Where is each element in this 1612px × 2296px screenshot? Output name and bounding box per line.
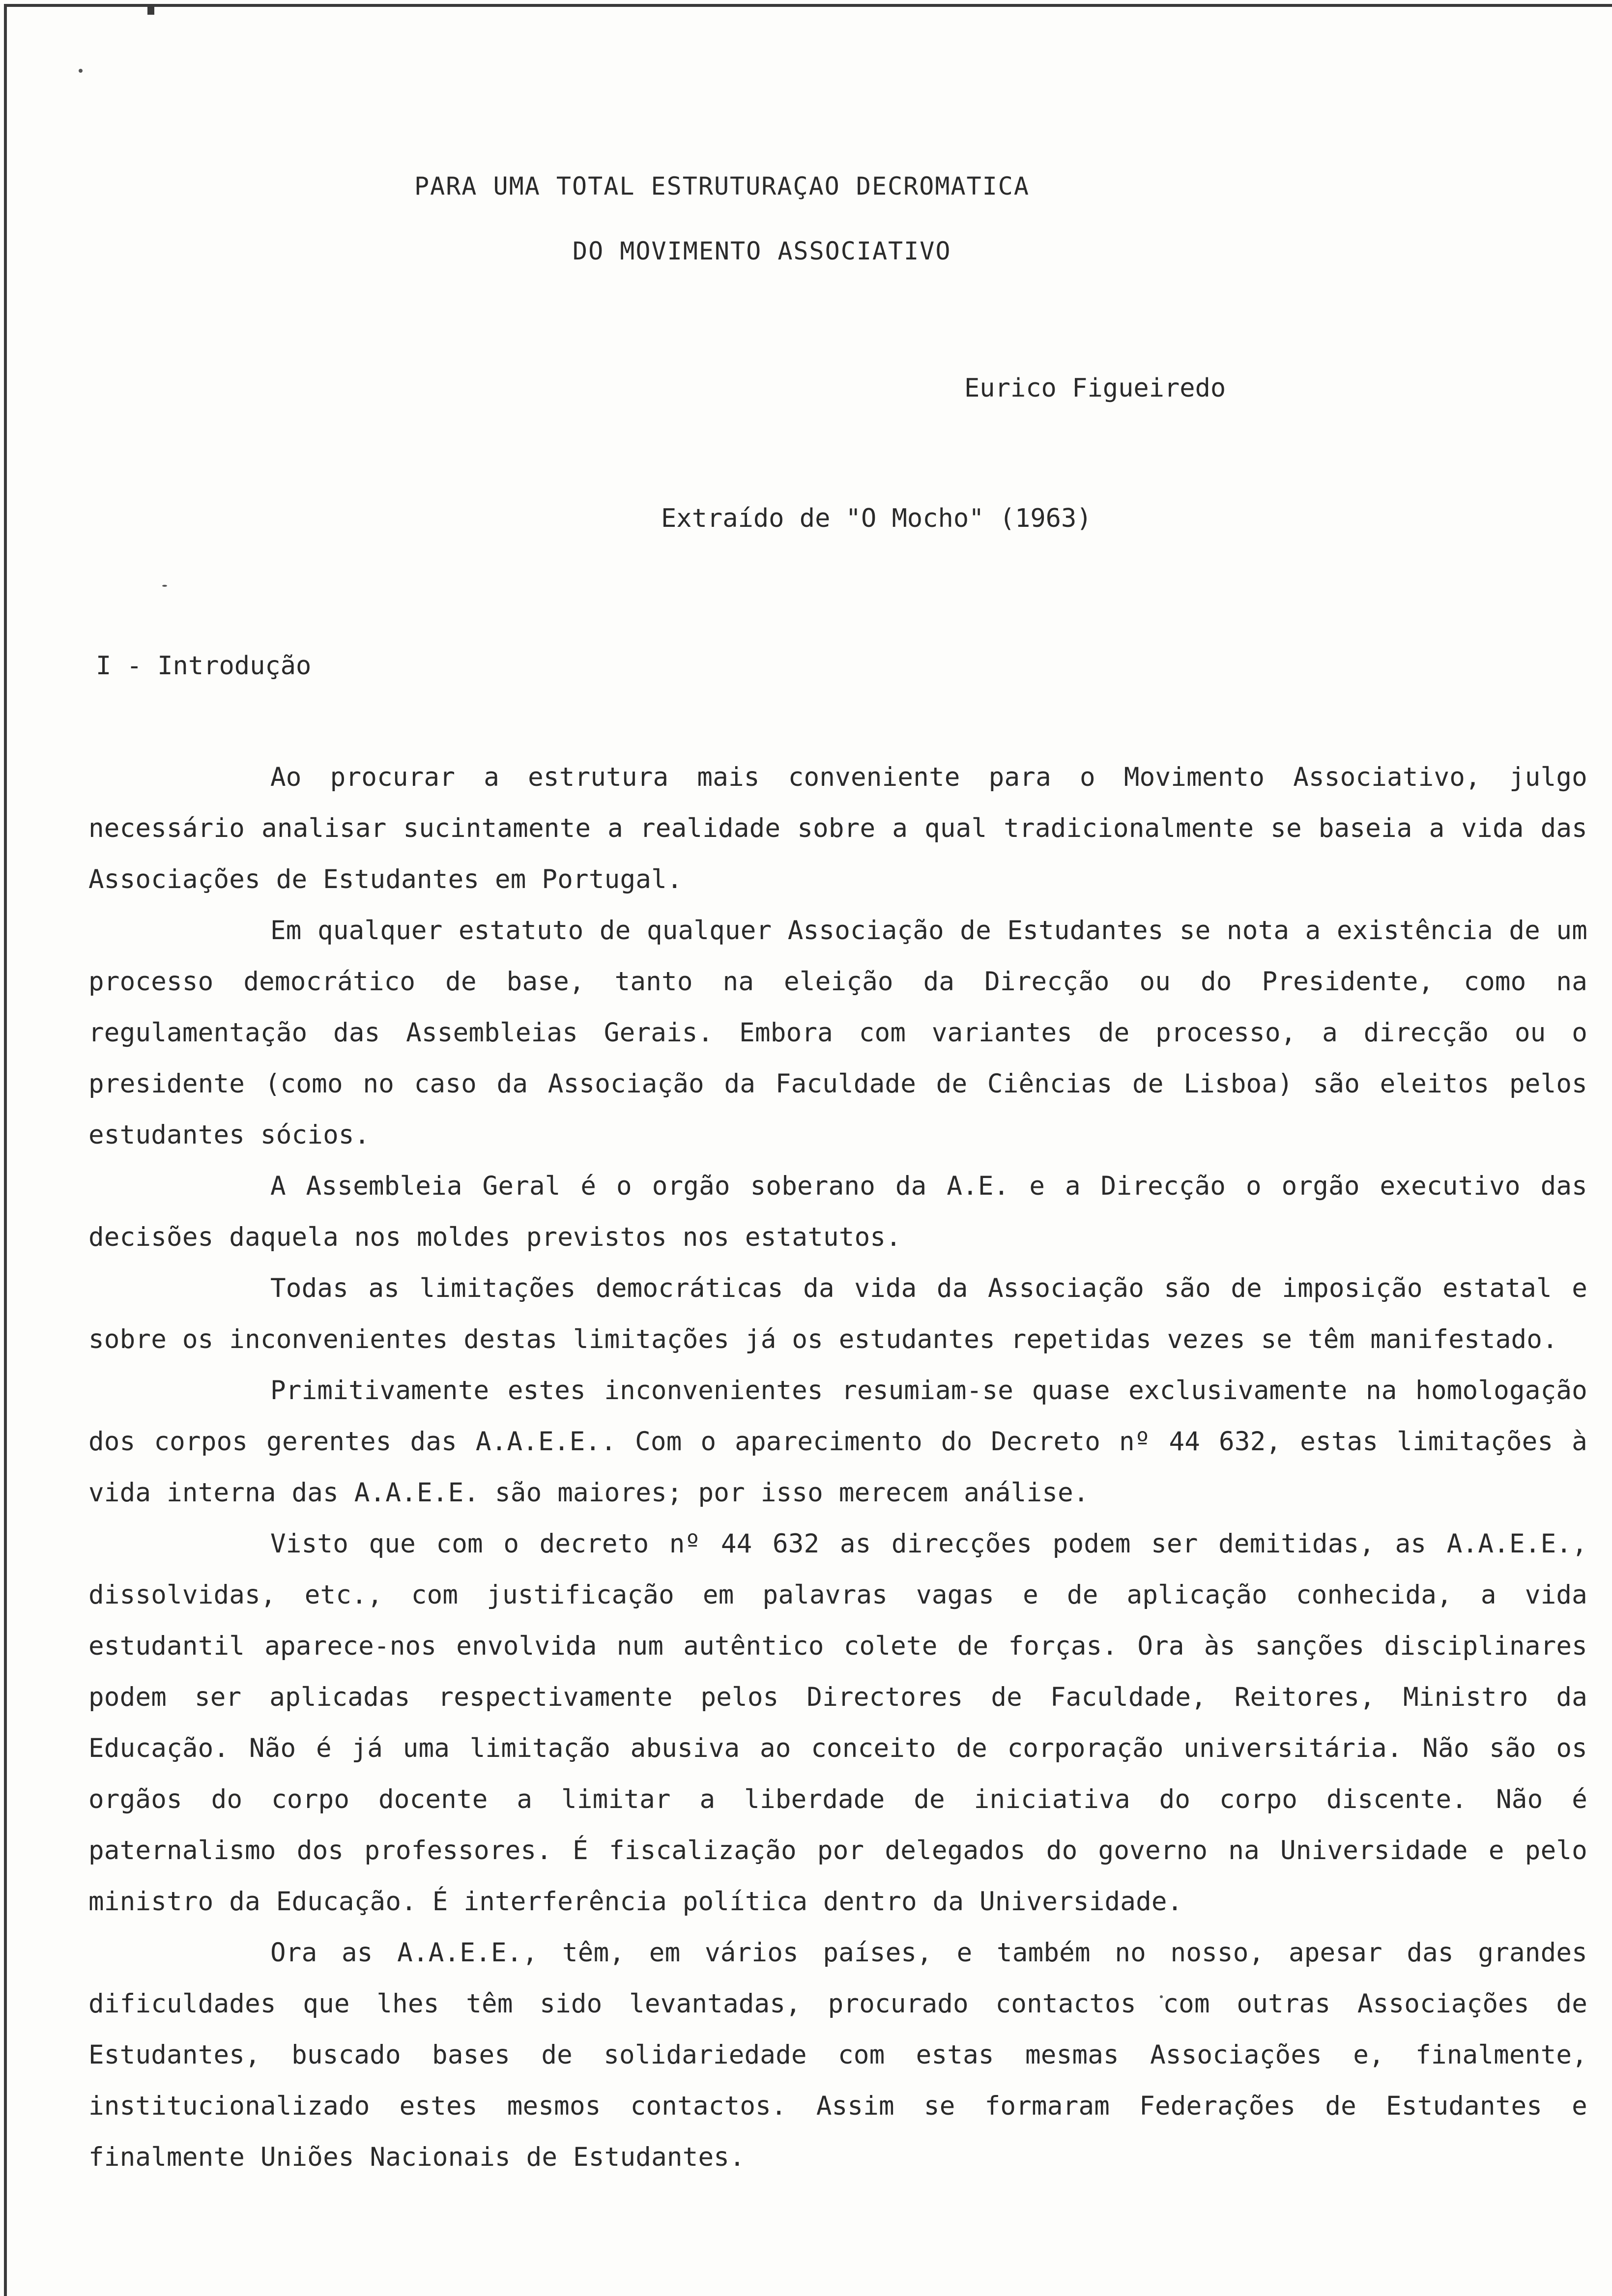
- source-note: Extraído de "O Mocho" (1963): [661, 504, 1092, 533]
- page-border-notch: [147, 6, 154, 15]
- scan-speck: [162, 585, 167, 587]
- section-heading: I - Introdução: [96, 651, 312, 681]
- document-title-line-2: DO MOVIMENTO ASSOCIATIVO: [573, 237, 951, 265]
- paragraph: Ao procurar a estrutura mais conveniente para o Movimento Associativo, julgo necessário analisar sucintamente a realidade sobre a qual tradicionalmente se baseia a vida das Associações de Estudantes em Portugal.: [88, 762, 1587, 894]
- paragraph: A Assembleia Geral é o orgão soberano da A.E. e a Direcção o orgão executivo das decisões daquela nos moldes previstos nos estatutos.: [88, 1171, 1587, 1252]
- author-name: Eurico Figueiredo: [964, 373, 1226, 403]
- page-border-left: [4, 4, 7, 2296]
- paragraph: Primitivamente estes inconvenientes resumiam-se quase exclusivamente na homologação dos corpos gerentes das A.A.E.E.. Com o aparecimento do Decreto nº 44 632, estas limitações à vida interna das A.A.E.E. são maiores; por isso merecem análise.: [88, 1376, 1587, 1508]
- document-title-line-1: PARA UMA TOTAL ESTRUTURAÇAO DECROMATICA: [414, 172, 1030, 201]
- body-text: [88, 752, 1587, 2183]
- page-border-top: [4, 4, 1612, 7]
- paragraph: Em qualquer estatuto de qualquer Associação de Estudantes se nota a existência de um processo democrático de base, tanto na eleição da Direcção ou do Presidente, como na regulamentação das Assembleias Gerais. Embora com variantes de processo, a direcção ou o presidente (como no caso da Associação da Faculdade de Ciências de Lisboa) são eleitos pelos estudantes sócios.: [88, 916, 1587, 1150]
- paragraph: Ora as A.A.E.E., têm, em vários países, e também no nosso, apesar das grandes dificuldades que lhes têm sido levantadas, procurado contactos com outras Associações de Estudantes, buscado bases de solidariedade com estas mesmas Associações e, finalmente, institucionalizado estes mesmos contactos. Assim se formaram Federações de Estudantes e finalmente Uniões Nacionais de Estudantes.: [88, 1938, 1587, 2172]
- paragraph: Todas as limitações democráticas da vida da Associação são de imposição estatal e sobre os inconvenientes destas limitações já os estudantes repetidas vezes se têm manifestado.: [88, 1273, 1587, 1354]
- paragraph: Visto que com o decreto nº 44 632 as direcções podem ser demitidas, as A.A.E.E., dissolvidas, etc., com justificação em palavras vagas e de aplicação conhecida, a vida estudantil aparece-nos envolvida num autêntico colete de forças. Ora às sanções disciplinares podem ser aplicadas respectivamente pelos Directores de Faculdade, Reitores, Ministro da Educação. Não é já uma limitação abusiva ao conceito de corporação universitária. Não são os orgãos do corpo docente a limitar a liberdade de iniciativa do corpo discente. Não é paternalismo dos professores. É fiscalização por delegados do governo na Universidade e pelo ministro da Educação. É interferência política dentro da Universidade.: [88, 1529, 1587, 1917]
- scan-speck: [79, 69, 83, 73]
